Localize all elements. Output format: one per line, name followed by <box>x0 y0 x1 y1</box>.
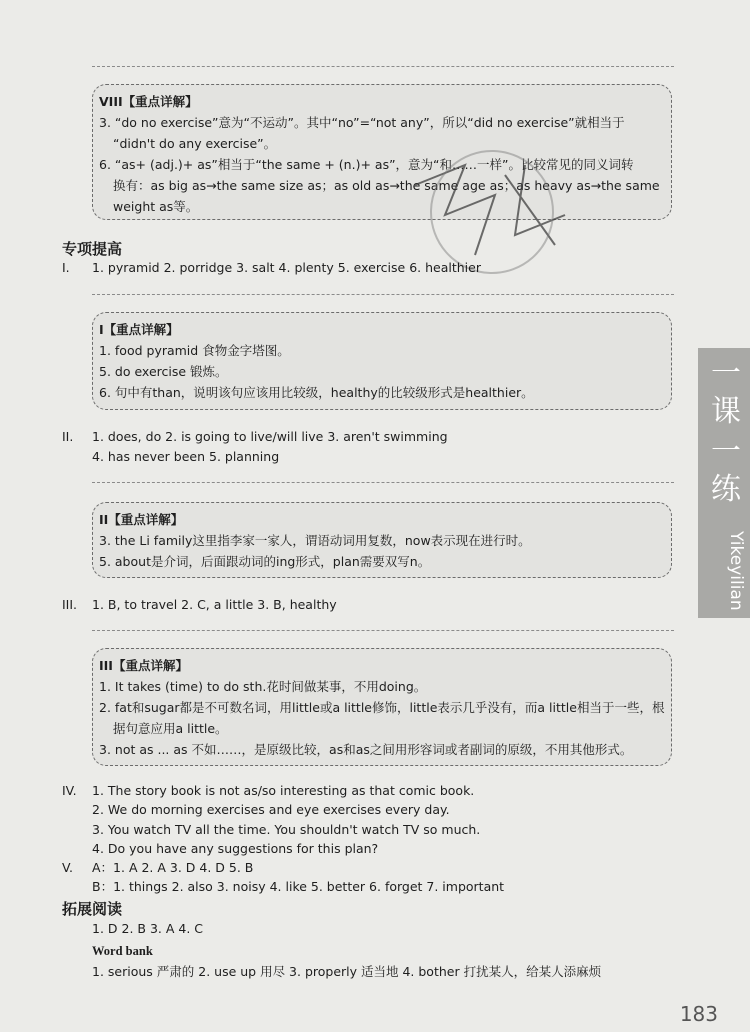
box-title: II【重点详解】 <box>99 512 184 527</box>
box-title: I【重点详解】 <box>99 322 179 337</box>
question-label: II. <box>62 429 74 444</box>
side-tab-pinyin: Yikeyilian <box>726 530 746 611</box>
explanation-box-1 <box>92 312 672 410</box>
question-label: I. <box>62 260 70 275</box>
divider <box>92 630 674 631</box>
box-line: 据句意应用a little。 <box>113 721 228 736</box>
divider <box>92 294 674 295</box>
box-line: 换有：as big as→the same size as；as old as→the same age as；as heavy as→the same <box>113 178 660 193</box>
box-line: 5. do exercise 锻炼。 <box>99 364 228 379</box>
explanation-box-3 <box>92 648 672 766</box>
section-title: 专项提高 <box>62 240 123 258</box>
answers-line: 1. does, do 2. is going to live/will live 3. aren't swimming <box>92 429 448 444</box>
page-number: 183 <box>679 1002 718 1026</box>
box-line: 6. 句中有than，说明该句应该用比较级，healthy的比较级形式是healthier。 <box>99 385 534 400</box>
box-line: 3. “do no exercise”意为“不运动”。其中“no”=“not any”，所以“did no exercise”就相当于 <box>99 115 625 130</box>
answer-sentence: 1. The story book is not as/so interesting as that comic book. <box>92 783 475 798</box>
side-tab-char: 课 <box>711 394 741 429</box>
explanation-box-2 <box>92 502 672 578</box>
answers-line: 1. D 2. B 3. A 4. C <box>92 921 203 936</box>
wordbank-title: Word bank <box>92 944 153 958</box>
box-line: 6. “as+ (adj.)+ as”相当于“the same + (n.)+ as”，意为“和……一样”。比较常见的同义词转 <box>99 157 634 172</box>
box-line: 5. about是介词，后面跟动词的ing形式，plan需要双写n。 <box>99 554 431 569</box>
answer-sentence: 2. We do morning exercises and eye exercises every day. <box>92 802 450 817</box>
box-line: 2. fat和sugar都是不可数名词，用little或a little修饰，little表示几乎没有，而a little相当于一些，根 <box>99 700 665 715</box>
question-label: III. <box>62 597 78 612</box>
divider <box>92 482 674 483</box>
side-tab-char: 练 <box>711 472 741 507</box>
answers-line: 4. has never been 5. planning <box>92 449 280 464</box>
wordbank-line: 1. serious 严肃的 2. use up 用尽 3. properly 适当地 4. bother 打扰某人，给某人添麻烦 <box>92 964 602 979</box>
answers-line: 1. pyramid 2. porridge 3. salt 4. plenty 5. exercise 6. healthier <box>92 260 481 275</box>
answers-line: A：1. A 2. A 3. D 4. D 5. B <box>92 860 254 875</box>
answers-line: B：1. things 2. also 3. noisy 4. like 5. better 6. forget 7. important <box>92 879 505 894</box>
answer-sentence: 3. You watch TV all the time. You shouldn't watch TV so much. <box>92 822 481 837</box>
box-title: VIII【重点详解】 <box>99 94 198 109</box>
divider <box>92 66 674 67</box>
side-tab <box>698 348 750 618</box>
answers-line: 1. B, to travel 2. C, a little 3. B, healthy <box>92 597 337 612</box>
side-tab-char: 一 <box>711 434 741 469</box>
box-line: 1. It takes (time) to do sth.花时间做某事，不用doing。 <box>99 679 427 694</box>
section-title: 拓展阅读 <box>62 900 123 918</box>
side-tab-char: 一 <box>711 356 741 391</box>
box-line: 3. the Li family这里指李家一家人，谓语动词用复数，now表示现在进行时。 <box>99 533 531 548</box>
box-line: 3. not as ... as 不如……，是原级比较，as和as之间用形容词或者副词的原级，不用其他形式。 <box>99 742 633 757</box>
box-line: 1. food pyramid 食物金字塔图。 <box>99 343 290 358</box>
question-label: IV. <box>62 783 77 798</box>
box-title: III【重点详解】 <box>99 658 188 673</box>
question-label: V. <box>62 860 73 875</box>
box-line: weight as等。 <box>113 199 199 214</box>
explanation-box-8 <box>92 84 672 220</box>
answer-sentence: 4. Do you have any suggestions for this plan? <box>92 841 379 856</box>
box-line: “didn't do any exercise”。 <box>113 136 277 151</box>
